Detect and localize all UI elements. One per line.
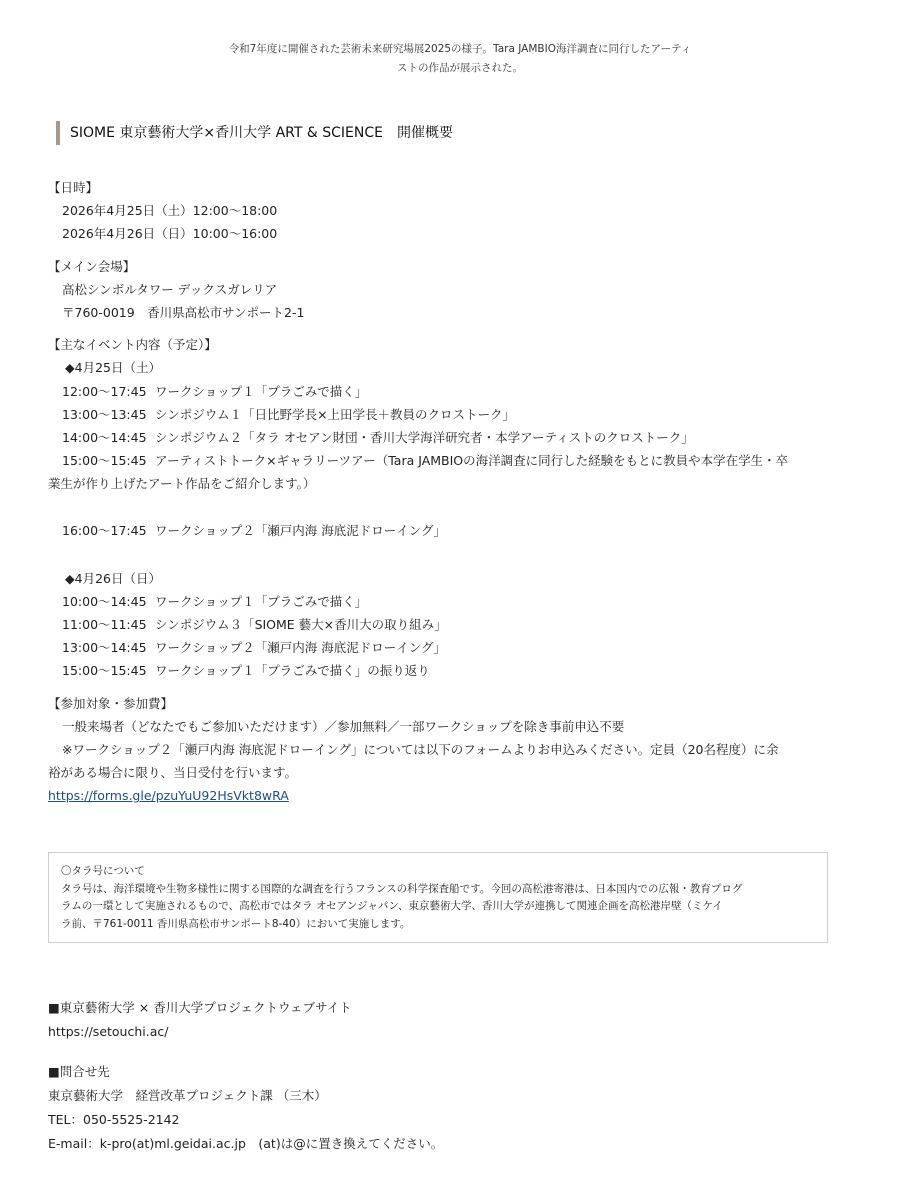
caption-line: ストの作品が展示された。 [397, 62, 523, 74]
event-item [48, 449, 838, 472]
event-details [48, 176, 838, 808]
events-label: 【主なイベント内容（予定）】 [48, 337, 217, 353]
event-desc: ワークショップ２「瀬戸内海 海底泥ドローイング」 [155, 640, 446, 656]
contact-email: E-mail：k-pro(at)ml.geidai.ac.jp (at)は@に置き換えてください。 [48, 1136, 444, 1151]
section-title: SIOME 東京藝術大学×香川大学 ART & SCIENCE 開催概要 [56, 121, 453, 145]
datetime-label: 【日時】 [48, 180, 99, 195]
note-line: ラ前、〒761-0011 香川県高松市サンポート8-40）において実施します。 [61, 917, 411, 930]
event-desc: ワークショップ２「瀬戸内海 海底泥ドローイング」 [155, 523, 446, 539]
tara-note-box [48, 852, 828, 943]
event-desc: ワークショップ１「プラごみで描く」 [155, 593, 368, 609]
website-label: ■東京藝術大学 × 香川大学プロジェクトウェブサイト [48, 1000, 352, 1015]
note-title: 〇タラ号について [61, 865, 145, 877]
event-time: 11:00〜11:45 [62, 617, 147, 632]
note-line: ラムの一環として実施されるもので、高松市ではタラ オセアンジャパン、東京藝術大学、香川大学が連携して関連企画を高松港岸壁（ミケイ [61, 900, 723, 912]
image-caption [190, 40, 730, 78]
event-desc: シンポジウム２「タラ オセアン財団・香川大学海洋研究者・本学アーティストのクロストーク」 [155, 429, 694, 445]
event-item [48, 519, 838, 542]
event-item [48, 426, 838, 449]
participation-line: ※ワークショップ２「瀬戸内海 海底泥ドローイング」については以下のフォームよりお申込みください。定員（20名程度）に余 [62, 741, 779, 757]
venue-address: 〒760-0019 香川県高松市サンポート2-1 [62, 304, 305, 320]
event-desc: ワークショップ１「プラごみで描く」の振り返り [155, 663, 430, 679]
contact-tel: TEL：050-5525-2142 [48, 1112, 180, 1127]
event-time: 13:00〜13:45 [62, 406, 147, 422]
event-time: 13:00〜14:45 [62, 640, 147, 656]
event-desc: シンポジウム３「SIOME 藝大×香川大の取り組み」 [155, 617, 447, 632]
day-label: ◆4月25日（土） [65, 360, 161, 376]
day-label: ◆4月26日（日） [65, 570, 161, 586]
footer-info [48, 996, 838, 1156]
contact-label: ■問合せ先 [48, 1064, 110, 1079]
event-time: 16:00〜17:45 [62, 523, 147, 539]
event-desc: シンポジウム１「日比野学長×上田学長＋教員のクロストーク」 [155, 406, 516, 422]
event-item [48, 636, 838, 659]
event-item [48, 380, 838, 403]
website-url[interactable]: https://setouchi.ac/ [48, 1024, 169, 1039]
event-desc-continued: 業生が作り上げたアート作品をご紹介します。） [48, 476, 316, 492]
participation-label: 【参加対象・参加費】 [48, 695, 174, 711]
venue-label: 【メイン会場】 [48, 258, 136, 274]
participation-line: 裕がある場合に限り、当日受付を行います。 [48, 765, 298, 781]
event-time: 10:00〜14:45 [62, 593, 147, 609]
event-item [48, 590, 838, 613]
event-item [48, 613, 838, 636]
event-time: 15:00〜15:45 [62, 663, 147, 679]
caption-line: 令和7年度に開催された芸術未来研究場展2025の様子。Tara JAMBIO海洋調査に同行したアーティ [228, 43, 692, 55]
venue-name: 高松シンボルタワー デックスガレリア [62, 281, 278, 297]
participation-line: 一般来場者（どなたでもご参加いただけます）／参加無料／一部ワークショップを除き事前申込不要 [62, 718, 625, 734]
datetime-line: 2026年4月26日（日）10:00〜16:00 [62, 226, 278, 242]
event-time: 14:00〜14:45 [62, 429, 147, 445]
contact-org: 東京藝術大学 経営改革プロジェクト課 （三木） [48, 1088, 327, 1103]
event-time: 12:00〜17:45 [62, 383, 147, 399]
datetime-line: 2026年4月25日（土）12:00〜18:00 [62, 203, 278, 219]
application-form-link[interactable]: https://forms.gle/pzuYuU92HsVkt8wRA [48, 788, 289, 804]
event-desc: アーティストトーク×ギャラリーツアー（Tara JAMBIOの海洋調査に同行した経験をもとに教員や本学在学生・卒 [155, 453, 789, 469]
event-time: 15:00〜15:45 [62, 453, 147, 469]
event-item [48, 403, 838, 426]
event-desc: ワークショップ１「プラごみで描く」 [155, 383, 368, 399]
event-item [48, 659, 838, 682]
note-line: タラ号は、海洋環境や生物多様性に関する国際的な調査を行うフランスの科学探査船です。今回の高松港寄港は、日本国内での広報・教育プログ [61, 882, 743, 895]
